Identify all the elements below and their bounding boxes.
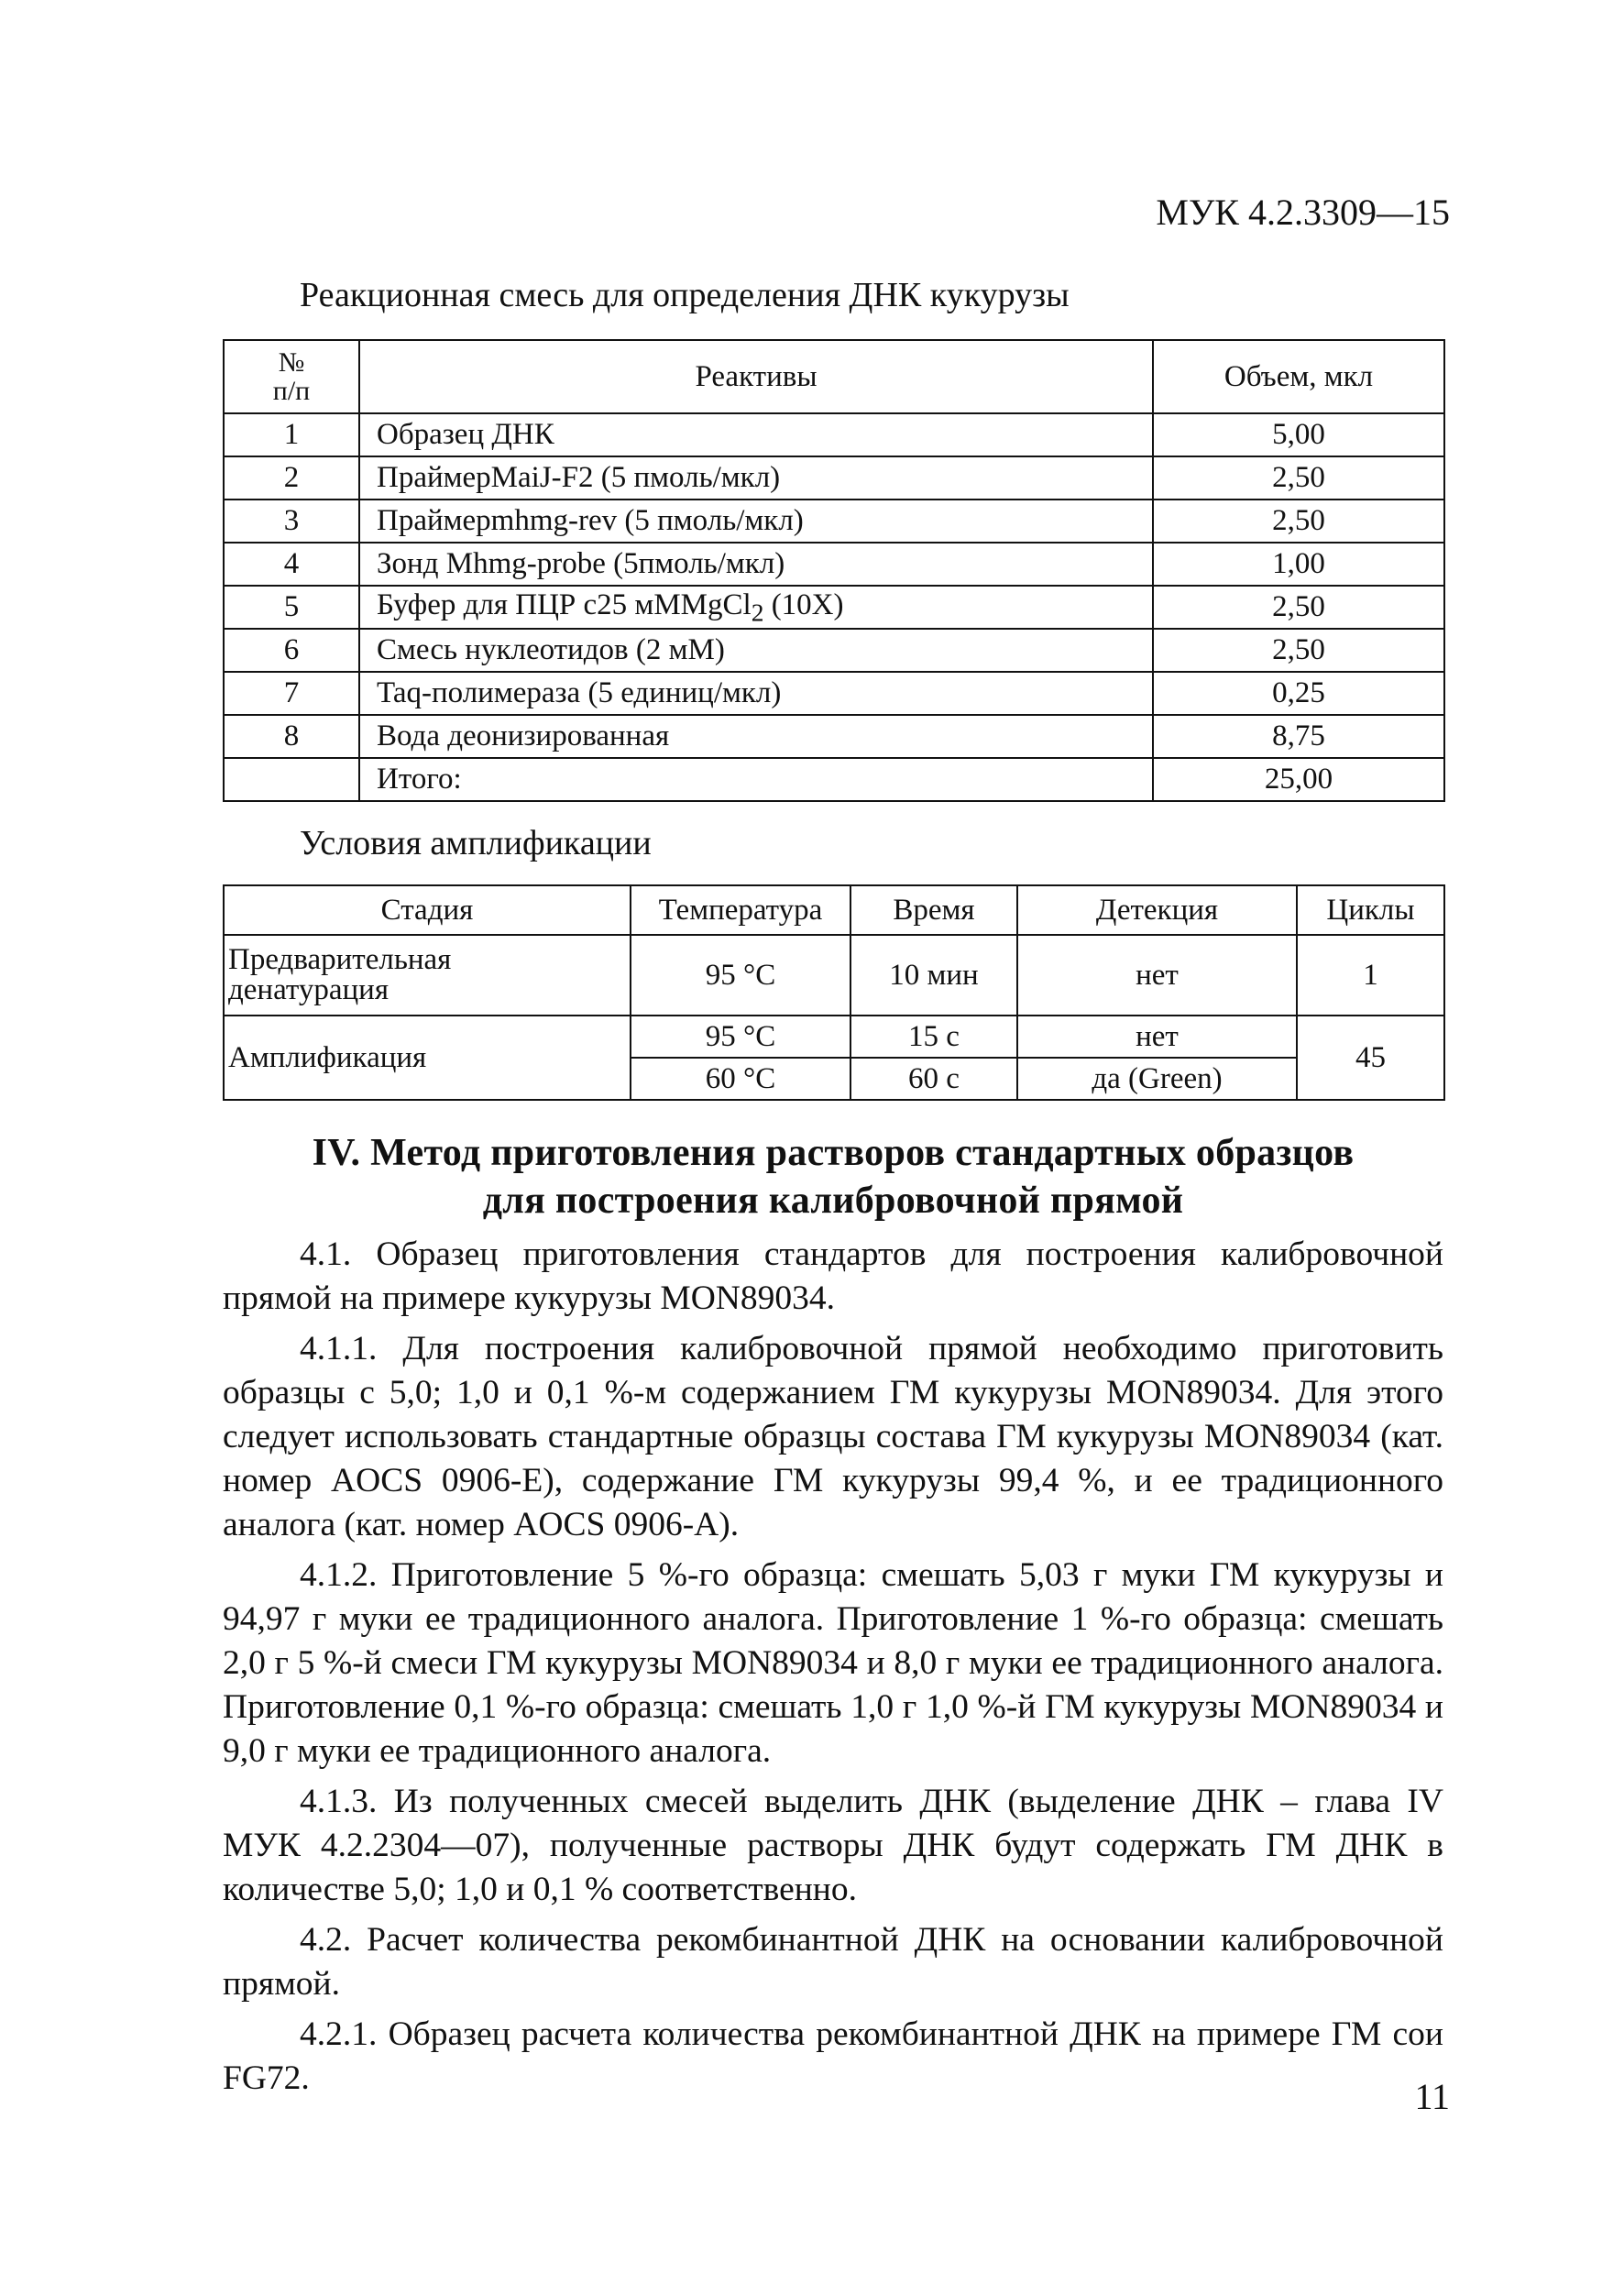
- reagent-table-caption: Реакционная смесь для определения ДНК кукурузы: [300, 276, 1070, 314]
- temperature-cell: 95 °С: [631, 935, 850, 1016]
- table-row: [224, 500, 1444, 543]
- header-number-line2: п/п: [272, 376, 311, 406]
- row-number: 3: [224, 500, 359, 543]
- row-volume: 2,50: [1153, 456, 1444, 500]
- header-cycles: Циклы: [1297, 885, 1444, 935]
- stage-amplification: Амплификация: [224, 1016, 631, 1100]
- time-cell: 60 с: [850, 1058, 1017, 1100]
- total-label: Итого:: [359, 758, 1153, 801]
- row-reagent: [359, 586, 1153, 629]
- reagent-table: [223, 339, 1445, 802]
- reagent-subscript: 2: [751, 598, 764, 627]
- row-reagent: ПраймерMaiJ-F2 (5 пмоль/мкл): [359, 456, 1153, 500]
- paragraph-4-1-2: 4.1.2. Приготовление 5 %-го образца: смешать 5,03 г муки ГМ кукурузы и 94,97 г муки ее традиционного аналога. Приготовление 1 %-го образца: смешать 2,0 г 5 %-й смеси ГМ кукурузы MON89034 и 8,0 г муки ее традиционного аналога. Приготовление 0,1 %-го образца: смешать 1,0 г 1,0 %-й ГМ кукурузы MON89034 и 9,0 г муки ее традиционного аналога.: [223, 1556, 1443, 1770]
- page-number: 11: [1414, 2076, 1450, 2117]
- row-reagent: Зонд Mhmg-probe (5пмоль/мкл): [359, 543, 1153, 586]
- header-detection: Детекция: [1017, 885, 1297, 935]
- body-text: [223, 1233, 1443, 2107]
- time-cell: 10 мин: [850, 935, 1017, 1016]
- row-number: 2: [224, 456, 359, 500]
- amplification-table: [223, 884, 1445, 1101]
- total-volume: 25,00: [1153, 758, 1444, 801]
- reagent-name-tail: (10Х): [763, 587, 844, 621]
- row-reagent: Смесь нуклеотидов (2 мМ): [359, 629, 1153, 672]
- row-number: 5: [224, 586, 359, 629]
- detection-cell: да (Green): [1017, 1058, 1297, 1100]
- table-row: [224, 456, 1444, 500]
- paragraph-4-1-3: 4.1.3. Из полученных смесей выделить ДНК (выделение ДНК – глава IV МУК 4.2.2304—07), полученные растворы ДНК будут содержать ГМ ДНК в количестве 5,0; 1,0 и 0,1 % соответственно.: [223, 1783, 1443, 1908]
- table-row: [224, 1016, 1444, 1058]
- amplification-table-caption: Условия амплификации: [300, 824, 652, 862]
- row-volume: 2,50: [1153, 629, 1444, 672]
- section-title: [223, 1129, 1443, 1224]
- cycles-cell: 1: [1297, 935, 1444, 1016]
- detection-cell: нет: [1017, 935, 1297, 1016]
- table-row: [224, 586, 1444, 629]
- stage-line2: денатурация: [228, 973, 390, 1006]
- amplification-table-header: [224, 885, 1444, 935]
- stage-line1: Предварительная: [228, 943, 452, 976]
- time-cell: 15 с: [850, 1016, 1017, 1058]
- table-row: [224, 672, 1444, 715]
- paragraph-4-1: 4.1. Образец приготовления стандартов для построения калибровочной прямой на примере кукурузы MON89034.: [223, 1235, 1443, 1317]
- table-row: [224, 935, 1444, 1016]
- section-title-line1: IV. Метод приготовления растворов стандартных образцов: [312, 1132, 1355, 1174]
- header-temperature: Температура: [631, 885, 850, 935]
- total-number-empty: [224, 758, 359, 801]
- header-stage: Стадия: [224, 885, 631, 935]
- table-row: [224, 413, 1444, 456]
- row-number: 1: [224, 413, 359, 456]
- temperature-cell: 60 °С: [631, 1058, 850, 1100]
- paragraph-4-2: 4.2. Расчет количества рекомбинантной ДНК на основании калибровочной прямой.: [223, 1921, 1443, 2003]
- header-time: Время: [850, 885, 1017, 935]
- reagent-name: Буфер для ПЦР с25 мММgCl: [377, 587, 752, 621]
- temperature-cell: 95 °С: [631, 1016, 850, 1058]
- header-reagents: Реактивы: [359, 340, 1153, 413]
- row-reagent: Taq-полимераза (5 единиц/мкл): [359, 672, 1153, 715]
- row-number: 8: [224, 715, 359, 758]
- row-volume: 0,25: [1153, 672, 1444, 715]
- document-code: МУК 4.2.3309—15: [1156, 192, 1450, 233]
- row-number: 4: [224, 543, 359, 586]
- row-number: 7: [224, 672, 359, 715]
- table-row: [224, 629, 1444, 672]
- paragraph-4-2-1: 4.2.1. Образец расчета количества рекомбинантной ДНК на примере ГМ сои FG72.: [223, 2015, 1443, 2097]
- row-reagent: Вода деонизированная: [359, 715, 1153, 758]
- header-number: [224, 340, 359, 413]
- detection-cell: нет: [1017, 1016, 1297, 1058]
- header-number-line1: №: [278, 346, 305, 378]
- table-row: [224, 715, 1444, 758]
- header-volume: Объем, мкл: [1153, 340, 1444, 413]
- row-volume: 1,00: [1153, 543, 1444, 586]
- row-number: 6: [224, 629, 359, 672]
- row-reagent: Образец ДНК: [359, 413, 1153, 456]
- paragraph-4-1-1: 4.1.1. Для построения калибровочной прямой необходимо приготовить образцы с 5,0; 1,0 и 0,1 %-м содержанием ГМ кукурузы MON89034. Для этого следует использовать стандартные образцы состава ГМ кукурузы MON89034 (кат. номер AOCS 0906-Е), содержание ГМ кукурузы 99,4 %, и ее традиционного аналога (кат. номер AOCS 0906-А).: [223, 1330, 1443, 1543]
- table-row: [224, 543, 1444, 586]
- reagent-table-header: [224, 340, 1444, 413]
- row-volume: 2,50: [1153, 500, 1444, 543]
- row-volume: 2,50: [1153, 586, 1444, 629]
- row-reagent: Праймерmhmg-rev (5 пмоль/мкл): [359, 500, 1153, 543]
- row-volume: 8,75: [1153, 715, 1444, 758]
- row-volume: 5,00: [1153, 413, 1444, 456]
- stage-pre-denaturation: [224, 935, 631, 1016]
- cycles-cell: 45: [1297, 1016, 1444, 1100]
- section-title-line2: для построения калибровочной прямой: [482, 1180, 1184, 1222]
- table-total-row: [224, 758, 1444, 801]
